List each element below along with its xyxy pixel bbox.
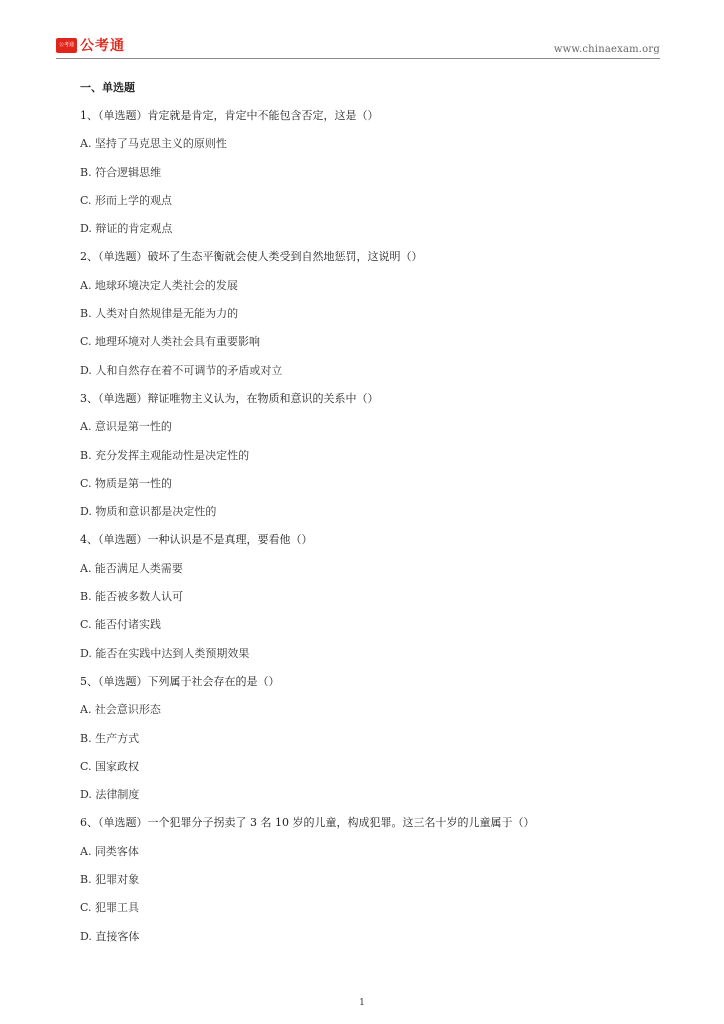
question-text: 3、（单选题）辩证唯物主义认为，在物质和意识的关系中（） [80, 391, 379, 405]
question-text: 5、（单选题）下列属于社会存在的是（） [80, 674, 280, 688]
logo-text: 公考通 [80, 38, 125, 54]
answer-option: A. 坚持了马克思主义的原则性 [80, 137, 227, 151]
answer-option: C. 物质是第一性的 [80, 476, 173, 490]
answer-option: A. 意识是第一性的 [80, 420, 172, 434]
answer-option: C. 犯罪工具 [80, 901, 140, 915]
question-list [80, 78, 660, 955]
answer-option: A. 社会意识形态 [80, 703, 161, 717]
logo-badge: 公考通 [56, 38, 77, 53]
answer-option: D. 辩证的肯定观点 [80, 222, 173, 236]
question-block [80, 389, 660, 530]
answer-option: A. 同类客体 [80, 844, 139, 858]
question-text: 2、（单选题）破坏了生态平衡就会使人类受到自然地惩罚，这说明（） [80, 250, 423, 264]
answer-option: C. 形而上学的观点 [80, 193, 173, 207]
question-text: 1、（单选题）肯定就是肯定，肯定中不能包含否定，这是（） [80, 109, 379, 122]
site-url: www.chinaexam.org [553, 44, 660, 55]
page-header [56, 36, 660, 59]
page-number: 1 [359, 998, 365, 1008]
answer-option: C. 地理环境对人类社会具有重要影响 [80, 335, 261, 349]
section-title: 一、单选题 [80, 81, 135, 94]
answer-option: B. 犯罪对象 [80, 873, 140, 887]
question-block [80, 530, 660, 671]
answer-option: A. 能否满足人类需要 [80, 561, 183, 575]
answer-option: D. 人和自然存在着不可调节的矛盾或对立 [80, 363, 283, 377]
question-block [80, 813, 660, 954]
answer-option: A. 地球环境决定人类社会的发展 [80, 278, 238, 292]
answer-option: D. 能否在实践中达到人类预期效果 [80, 646, 250, 660]
answer-option: C. 国家政权 [80, 759, 140, 773]
answer-option: B. 人类对自然规律是无能为力的 [80, 307, 239, 321]
question-text: 6、（单选题）一个犯罪分子拐卖了 3 名 10 岁的儿童，构成犯罪。这三名十岁的儿童属于（） [80, 816, 535, 830]
question-block [80, 106, 660, 247]
logo [56, 36, 125, 54]
answer-option: D. 法律制度 [80, 788, 140, 802]
answer-option: B. 生产方式 [80, 731, 140, 745]
question-text: 4、（单选题）一种认识是不是真理，要看他（） [80, 533, 313, 547]
answer-option: B. 充分发挥主观能动性是决定性的 [80, 448, 250, 462]
question-block [80, 672, 660, 813]
answer-option: C. 能否付诸实践 [80, 618, 162, 632]
answer-option: B. 能否被多数人认可 [80, 590, 184, 604]
answer-option: B. 符合逻辑思维 [80, 165, 162, 179]
question-block [80, 247, 660, 388]
answer-option: D. 直接客体 [80, 929, 140, 943]
answer-option: D. 物质和意识都是决定性的 [80, 505, 217, 519]
